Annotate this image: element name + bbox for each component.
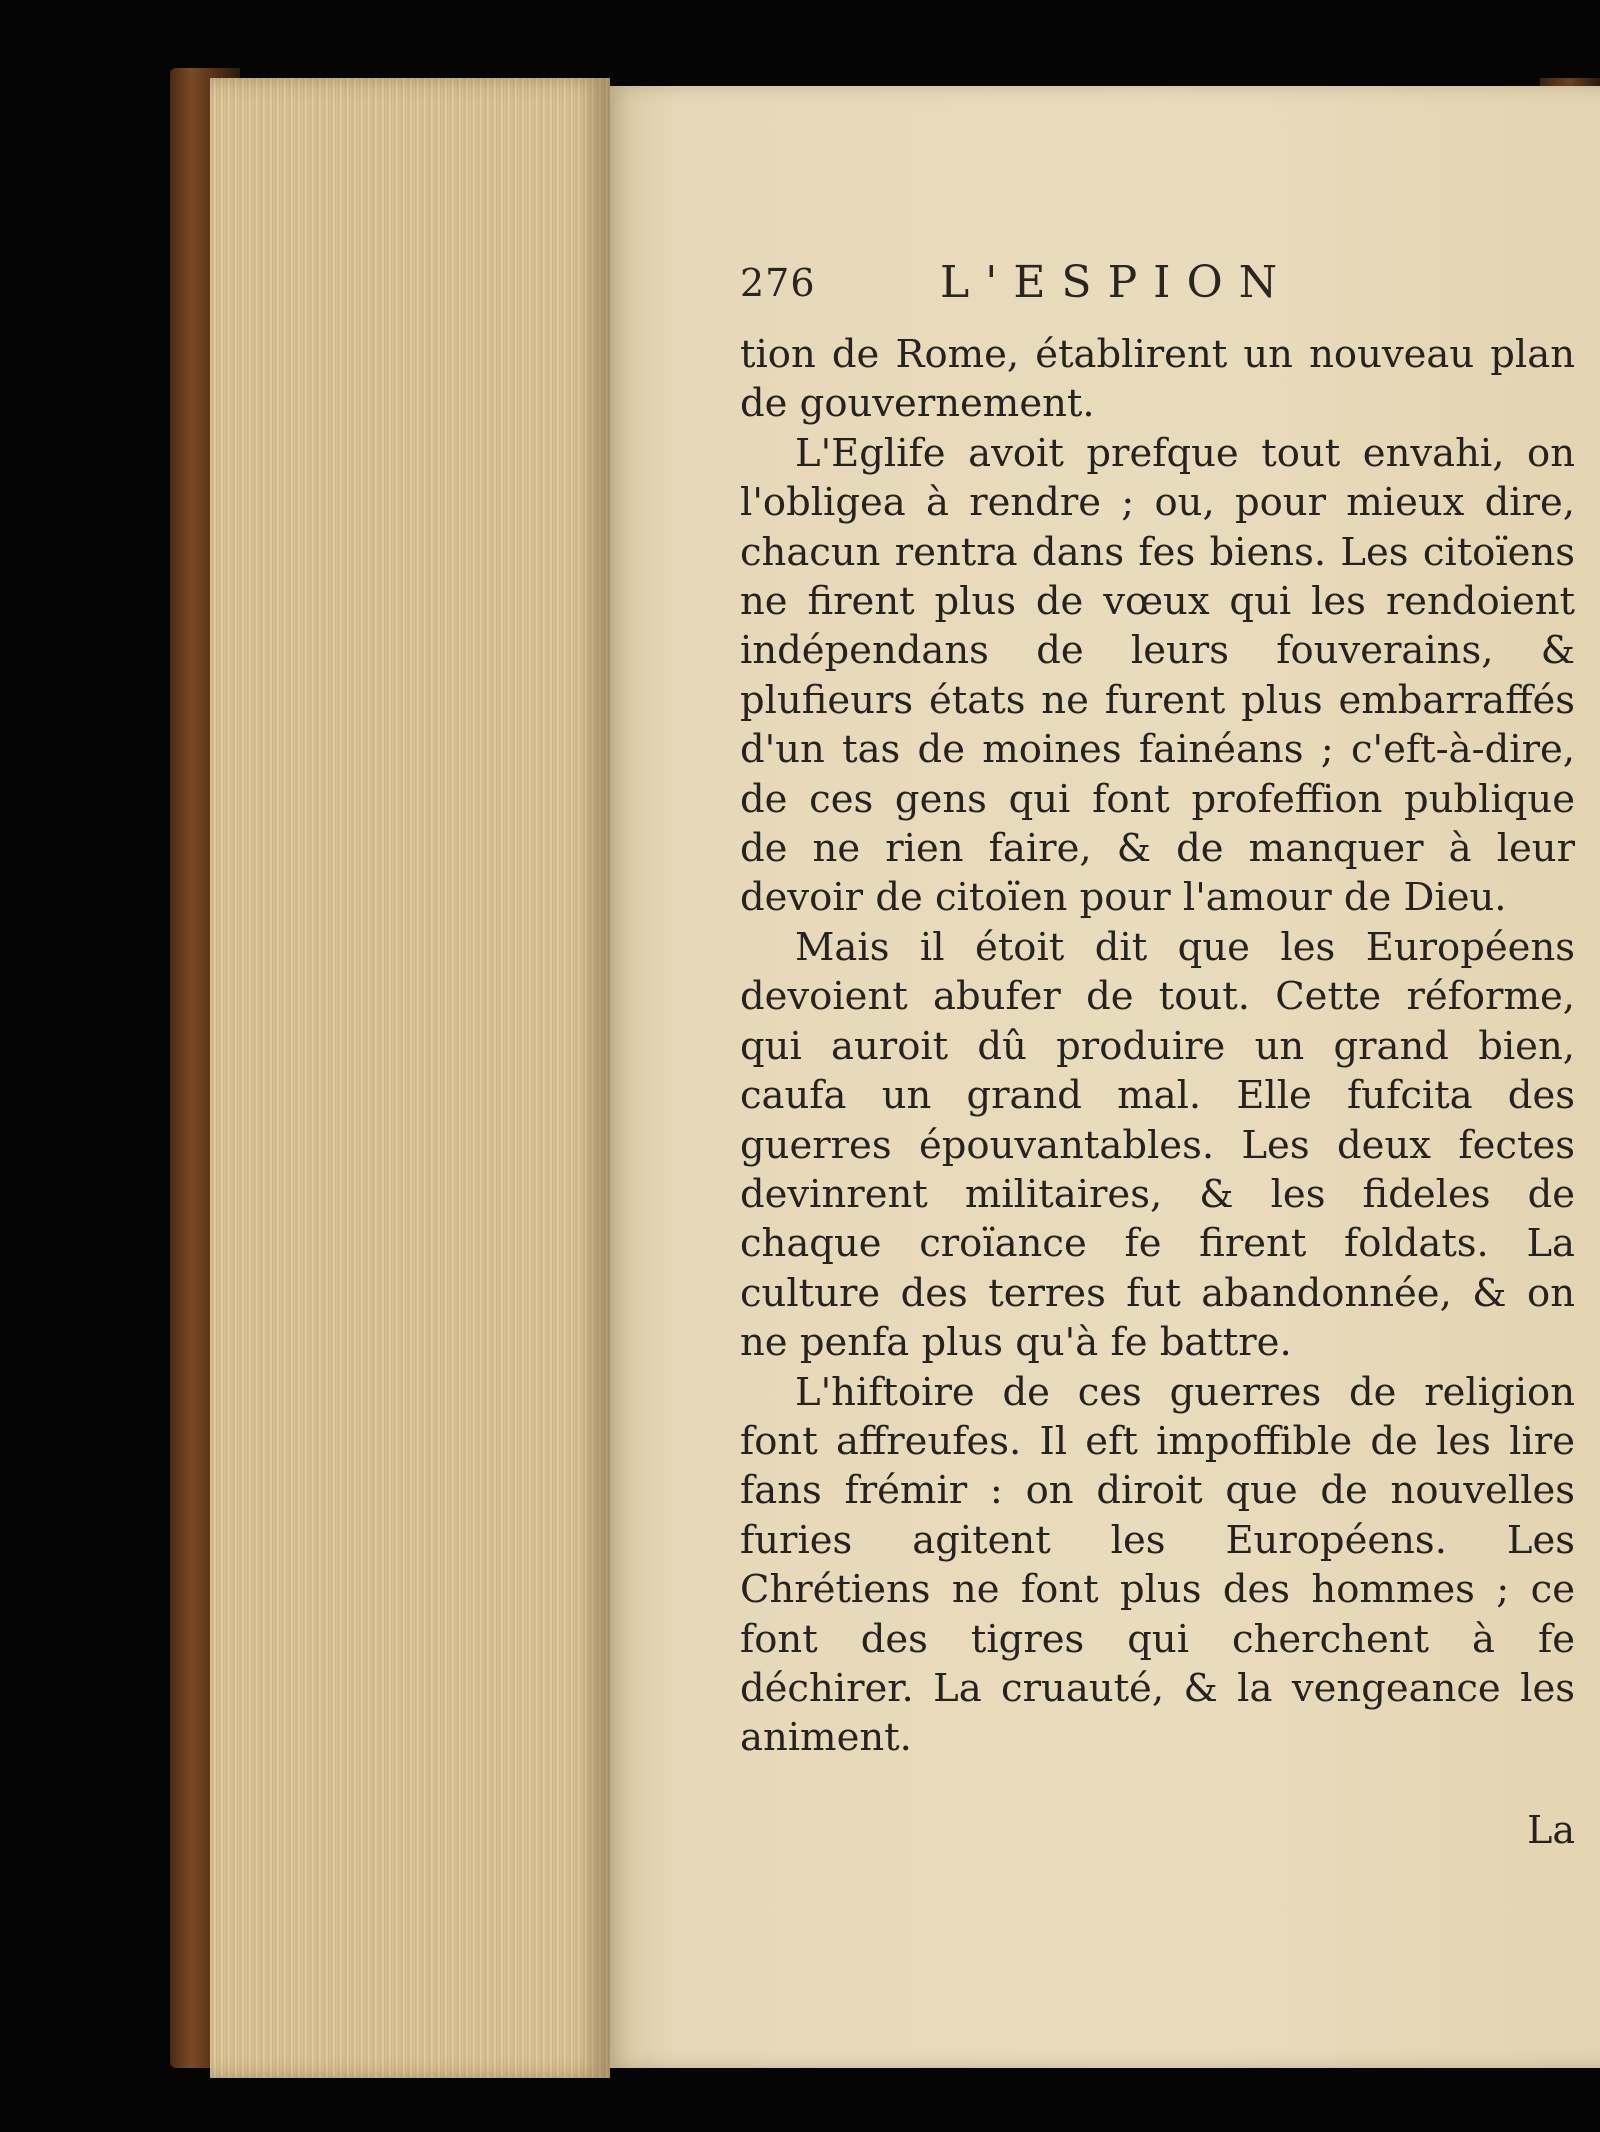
paragraph: Mais il étoit dit que les Européens devoient abufer de tout. Cette réforme, qui auroit dû produire un grand bien, caufa un grand mal. Elle fufcita des guerres épouvantables. Les deux fectes devinrent militaires, & les fideles de chaque croïance fe firent foldats. La culture des terres fut abandonnée, & on ne penfa plus qu'à fe battre. — [740, 924, 1575, 1366]
paragraph: tion de Rome, établirent un nouveau plan de gouvernement. — [740, 332, 1575, 427]
page-header — [740, 257, 1360, 321]
book-page — [610, 86, 1600, 2068]
catchword: La — [1527, 1808, 1575, 1852]
running-title: L'ESPION — [940, 257, 1294, 308]
page-number: 276 — [740, 261, 816, 305]
page-edges — [210, 78, 610, 2078]
paragraph: L'Eglife avoit prefque tout envahi, on l'obligea à rendre ; ou, pour mieux dire, chacun rentra dans fes biens. Les citoïens ne firent plus de vœux qui les rendoient indépendans de leurs fouverains, & plufieurs états ne furent plus embarraffés d'un tas de moines fainéans ; c'eft-à-dire, de ces gens qui font profeffion publique de ne rien faire, & de manquer à leur devoir de citoïen pour l'amour de Dieu. — [740, 430, 1575, 921]
book — [170, 58, 1600, 2098]
paragraph: L'hiftoire de ces guerres de religion font affreufes. Il eft impoffible de les lire fans frémir : on diroit que de nouvelles furies agitent les Européens. Les Chrétiens ne font plus des hommes ; ce font des tigres qui cherchent à fe déchirer. La cruauté, & la vengeance les animent. — [740, 1369, 1575, 1761]
body-text — [740, 330, 1575, 1763]
